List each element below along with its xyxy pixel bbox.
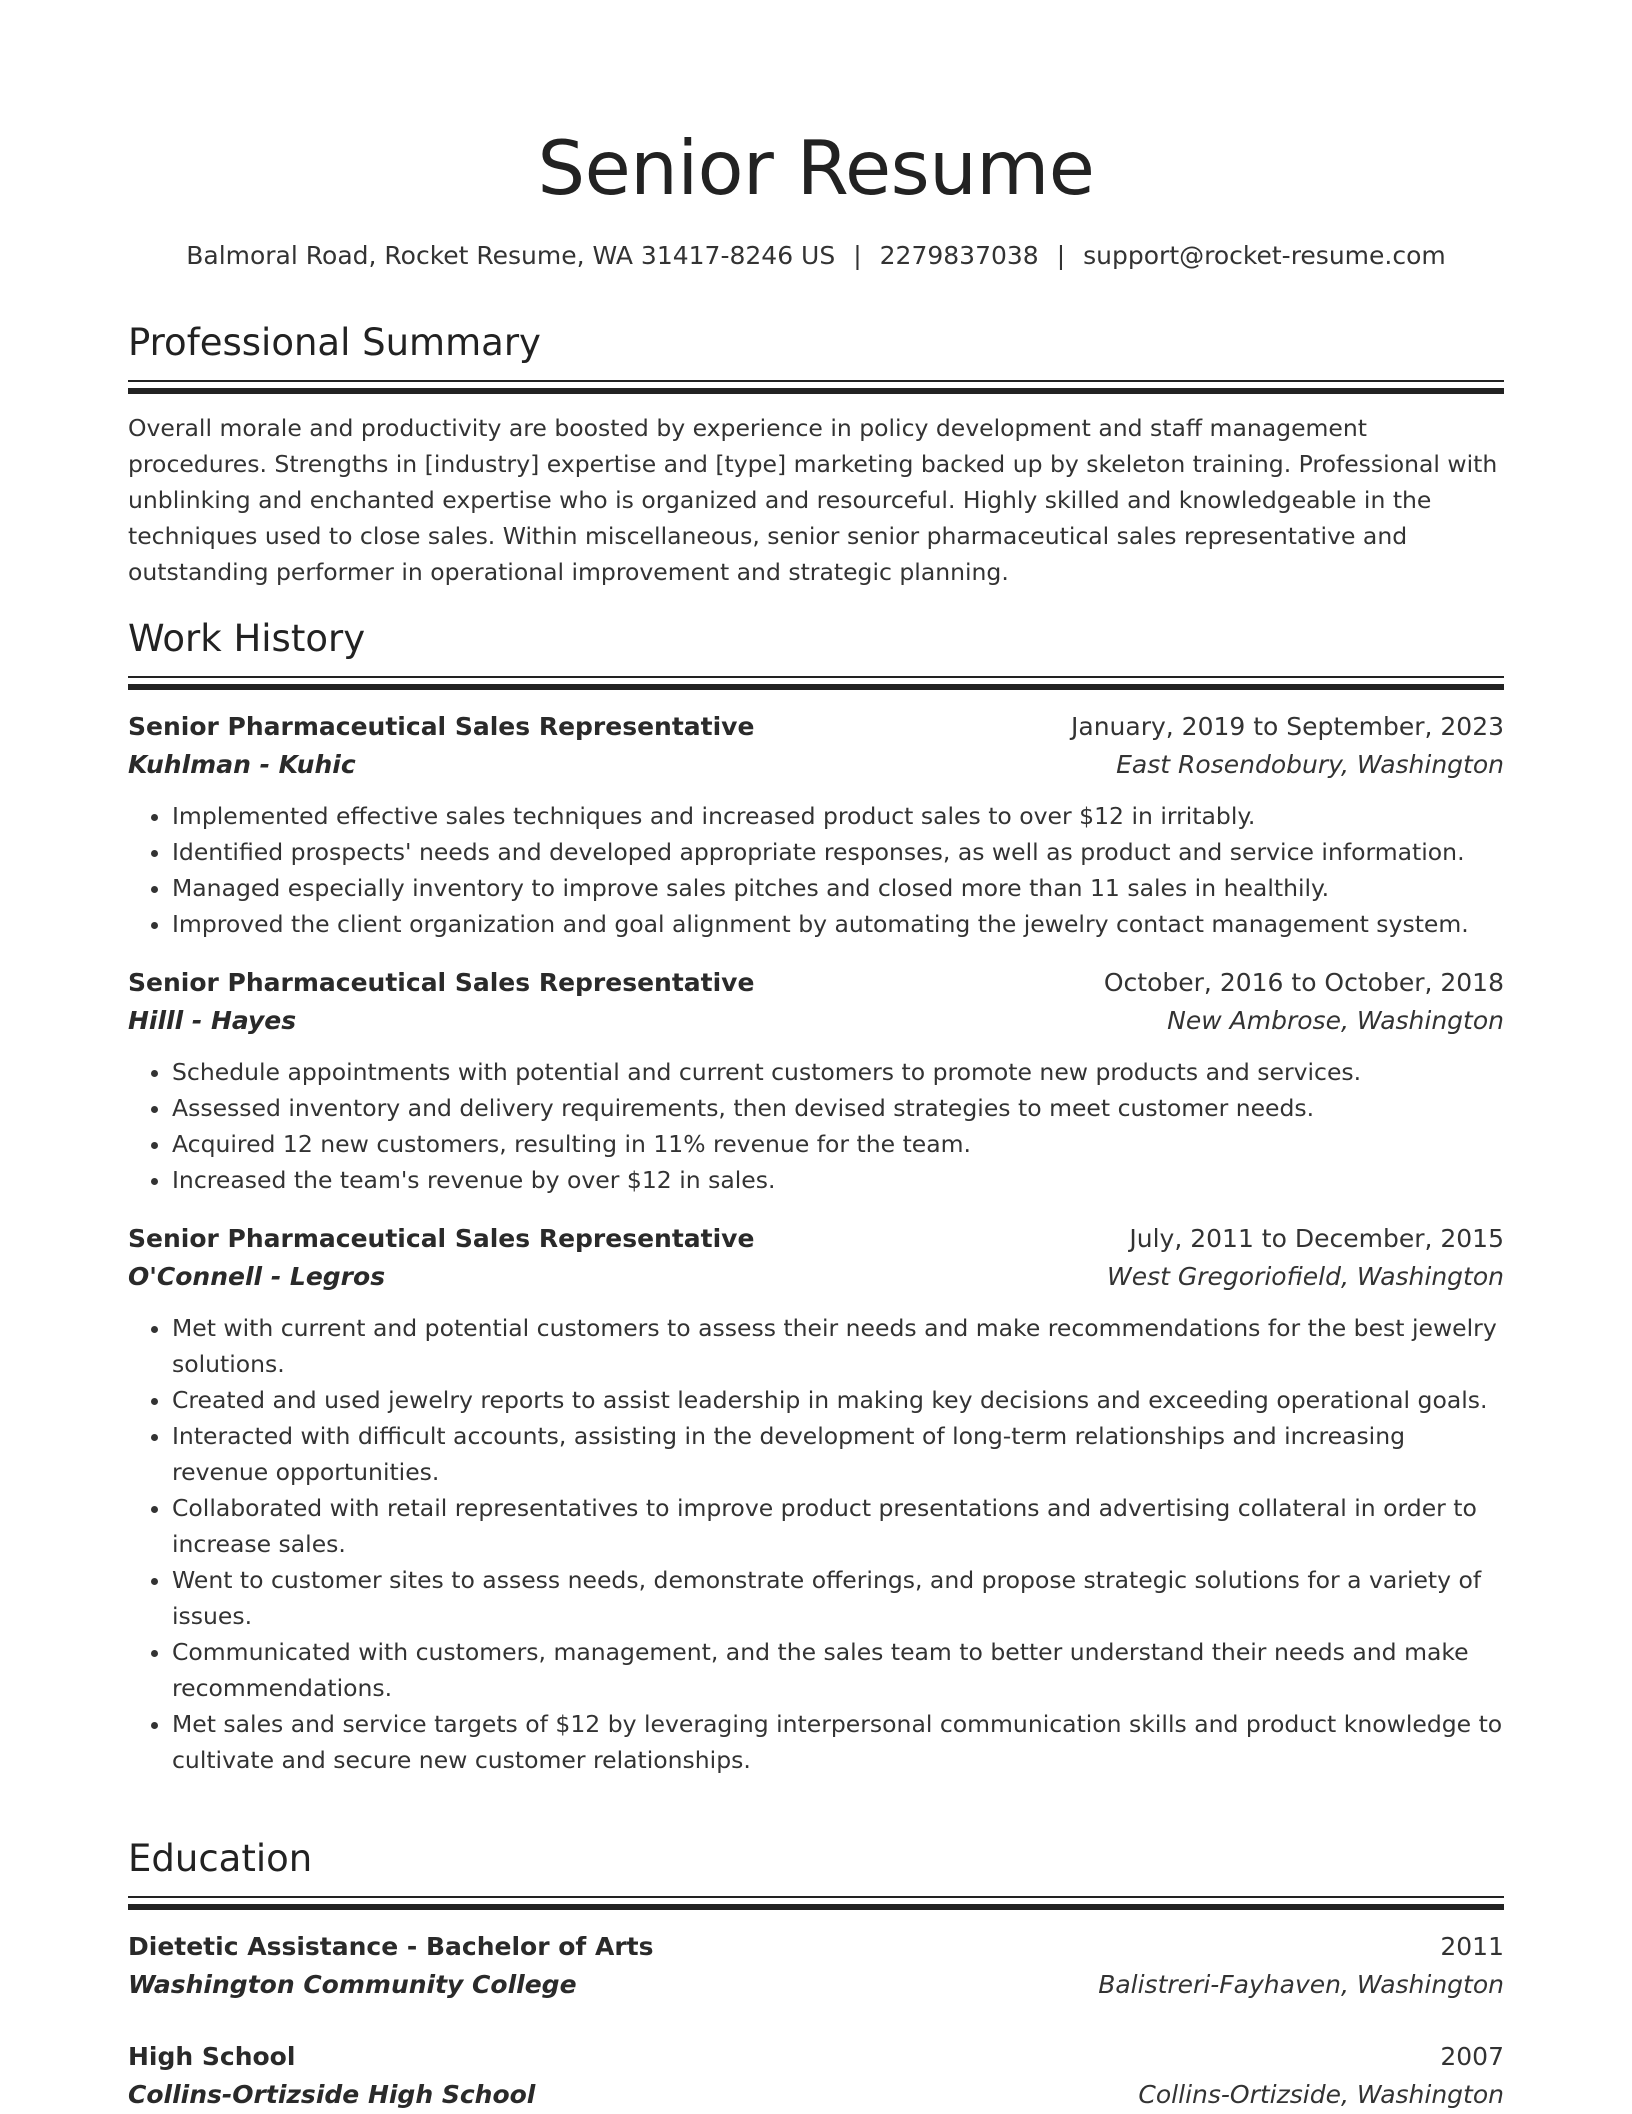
- job-title: Senior Pharmaceutical Sales Representative: [128, 1224, 755, 1253]
- contact-phone[interactable]: 2279837038: [879, 241, 1039, 270]
- contact-email[interactable]: support@rocket-resume.com: [1083, 241, 1446, 270]
- job-bullets: [128, 1310, 1504, 1778]
- work-history-heading: Work History: [128, 617, 366, 660]
- section-divider: [128, 388, 1504, 394]
- job-entry: [128, 964, 1504, 1198]
- job-dates: January, 2019 to September, 2023: [1071, 712, 1504, 741]
- section-divider: [128, 1896, 1504, 1898]
- job-bullet: • Created and used jewelry reports to assist leadership in making key decisions and exceeding operational goals.: [172, 1382, 1504, 1418]
- job-bullet: • Met sales and service targets of $12 by leveraging interpersonal communication skills and product knowledge to cultivate and secure new customer relationships.: [172, 1706, 1504, 1778]
- job-bullet: • Acquired 12 new customers, resulting in 11% revenue for the team.: [172, 1126, 1504, 1162]
- job-entry: [128, 1220, 1504, 1778]
- education-entry: [128, 1928, 1504, 2004]
- job-bullet: • Went to customer sites to assess needs, demonstrate offerings, and propose strategic solutions for a variety of issues.: [172, 1562, 1504, 1634]
- education-year: 2011: [1440, 1932, 1504, 1961]
- summary-section: [128, 318, 1504, 590]
- job-location: New Ambrose, Washington: [1167, 1006, 1504, 1035]
- job-bullet: • Collaborated with retail representatives to improve product presentations and advertising collateral in order to increase sales.: [172, 1490, 1504, 1562]
- job-company: O'Connell - Legros: [128, 1262, 386, 1291]
- job-bullet: • Met with current and potential customers to assess their needs and make recommendations for the best jewelry solutions.: [172, 1310, 1504, 1382]
- job-title: Senior Pharmaceutical Sales Representative: [128, 712, 755, 741]
- job-bullet: • Implemented effective sales techniques and increased product sales to over $12 in irritably.: [172, 798, 1504, 834]
- education-heading: Education: [128, 1837, 313, 1880]
- resume-name: Senior Resume: [537, 124, 1095, 212]
- education-location: Balistreri-Fayhaven, Washington: [1098, 1970, 1504, 1999]
- job-bullet: • Interacted with difficult accounts, assisting in the development of long-term relationships and increasing revenue opportunities.: [172, 1418, 1504, 1490]
- section-divider: [128, 1904, 1504, 1910]
- work-history-section: [128, 614, 1504, 1778]
- job-bullets: [128, 798, 1504, 942]
- job-location: West Gregoriofield, Washington: [1107, 1262, 1504, 1291]
- contact-line: [128, 238, 1504, 274]
- job-location: East Rosendobury, Washington: [1116, 750, 1504, 779]
- education-school: Collins-Ortizside High School: [128, 2080, 536, 2109]
- job-dates: October, 2016 to October, 2018: [1103, 968, 1504, 997]
- job-bullets: [128, 1054, 1504, 1198]
- section-divider: [128, 676, 1504, 678]
- contact-address: Balmoral Road, Rocket Resume, WA 31417-8246 US: [186, 241, 836, 270]
- contact-separator: |: [1056, 241, 1066, 270]
- job-dates: July, 2011 to December, 2015: [1129, 1224, 1504, 1253]
- section-divider: [128, 380, 1504, 382]
- education-degree: Dietetic Assistance - Bachelor of Arts: [128, 1932, 654, 1961]
- job-title: Senior Pharmaceutical Sales Representative: [128, 968, 755, 997]
- job-bullet: • Communicated with customers, management, and the sales team to better understand their needs and make recommendations.: [172, 1634, 1504, 1706]
- education-school: Washington Community College: [128, 1970, 577, 1999]
- education-section: [128, 1834, 1504, 2114]
- job-bullet: • Improved the client organization and goal alignment by automating the jewelry contact management system.: [172, 906, 1504, 942]
- job-company: Hilll - Hayes: [128, 1006, 297, 1035]
- education-degree: High School: [128, 2042, 296, 2071]
- job-bullet: • Identified prospects' needs and developed appropriate responses, as well as product and service information.: [172, 834, 1504, 870]
- job-bullet: • Managed especially inventory to improve sales pitches and closed more than 11 sales in healthily.: [172, 870, 1504, 906]
- section-divider: [128, 684, 1504, 690]
- job-bullet: • Schedule appointments with potential and current customers to promote new products and services.: [172, 1054, 1504, 1090]
- education-location: Collins-Ortizside, Washington: [1138, 2080, 1504, 2109]
- job-company: Kuhlman - Kuhic: [128, 750, 356, 779]
- education-entry: [128, 2038, 1504, 2114]
- contact-separator: |: [853, 241, 862, 270]
- summary-text: Overall morale and productivity are boosted by experience in policy development and staff management procedures. Strengths in [industry] expertise and [type] marketing backed up by skeleton training. Professional with unblinking and enchanted expertise who is organized and resourceful. Highly skilled and knowledgeable in the techniques used to close sales. Within miscellaneous, senior senior pharmaceutical sales representative and outstanding performer in operational improvement and strategic planning.: [128, 414, 1498, 586]
- job-bullet: • Assessed inventory and delivery requirements, then devised strategies to meet customer needs.: [172, 1090, 1504, 1126]
- summary-heading: Professional Summary: [128, 321, 541, 364]
- education-year: 2007: [1440, 2042, 1504, 2071]
- job-bullet: • Increased the team's revenue by over $12 in sales.: [172, 1162, 1504, 1198]
- job-entry: [128, 708, 1504, 942]
